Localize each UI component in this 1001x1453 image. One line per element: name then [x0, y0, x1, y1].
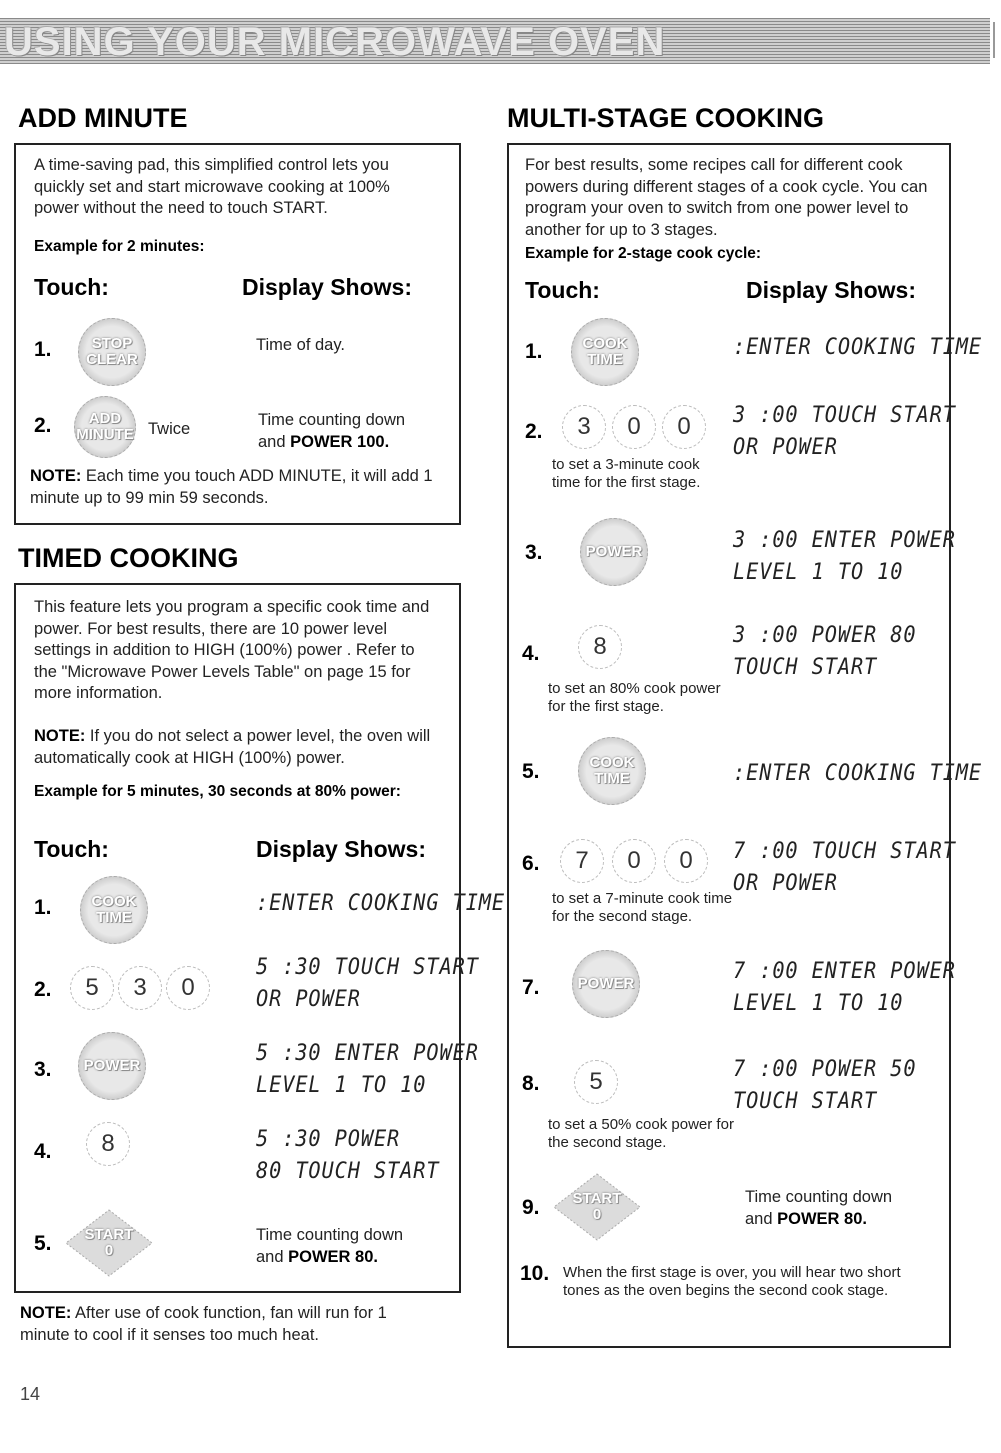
pad-label: TIME — [96, 909, 132, 926]
number-key-icon: 8 — [578, 625, 622, 669]
lcd-line: OR POWER — [256, 987, 361, 1012]
number-key-icon: 3 — [118, 966, 162, 1010]
power-pad-icon — [580, 518, 648, 586]
multi-touch-header: Touch: — [525, 277, 600, 303]
lcd-line: LEVEL 1 TO 10 — [733, 560, 904, 585]
add-minute-note: NOTE: Each time you touch ADD MINUTE, it will add 1 minute up to 99 min 59 seconds. — [30, 467, 433, 507]
lcd-display — [256, 1124, 439, 1188]
step-number: 5. — [34, 1232, 52, 1255]
lcd-line: 3 :00 TOUCH START — [733, 403, 956, 428]
number-key-icon: 0 — [612, 839, 656, 883]
pad-label: 0 — [592, 1206, 602, 1223]
lcd-line: 7 :00 ENTER POWER — [733, 959, 956, 984]
lcd-line: LEVEL 1 TO 10 — [733, 991, 904, 1016]
add-minute-display-header: Display Shows: — [242, 274, 412, 300]
multi-display-header: Display Shows: — [746, 277, 916, 303]
fan-note: NOTE: After use of cook function, fan will run for 1 minute to cool if it senses too much heat. — [20, 1304, 387, 1344]
step-number: 2. — [34, 414, 52, 437]
pad-label: TIME — [594, 770, 630, 787]
step-note: to set a 50% cook power for the second stage. — [548, 1116, 734, 1151]
lcd-line: OR POWER — [733, 435, 838, 460]
pad-label: POWER — [585, 543, 643, 560]
step-number: 2. — [34, 978, 52, 1001]
pad-label: STOP — [91, 335, 133, 352]
lcd-line: 7 :00 POWER 50 — [733, 1057, 917, 1082]
pad-label: CLEAR — [86, 351, 138, 368]
lcd-line: OR POWER — [733, 871, 838, 896]
lcd-line: 5 :30 TOUCH START — [256, 955, 479, 980]
step-number: 3. — [525, 541, 543, 564]
display-text — [745, 1186, 892, 1230]
add-minute-heading: ADD MINUTE — [18, 103, 188, 133]
display-line: and POWER 80. — [745, 1210, 867, 1228]
step-number: 5. — [522, 760, 540, 783]
page-number: 14 — [20, 1384, 41, 1404]
lcd-line: LEVEL 1 TO 10 — [256, 1073, 427, 1098]
step-number: 2. — [525, 420, 543, 443]
lcd-line: 3 :00 ENTER POWER — [733, 528, 956, 553]
step-number: 1. — [34, 896, 52, 919]
banner-edge — [993, 22, 995, 58]
power-pad-icon — [78, 1032, 146, 1100]
pad-label: 0 — [104, 1242, 114, 1259]
timed-note: NOTE: If you do not select a power level, the oven will automatically cook at HIGH (100%) power. — [34, 727, 431, 767]
lcd-display — [733, 620, 916, 684]
cook-time-pad-icon — [80, 876, 148, 944]
lcd-display: :ENTER COOKING TIME — [256, 891, 506, 916]
timed-display-header: Display Shows: — [256, 836, 426, 862]
lcd-display — [733, 1054, 916, 1118]
lcd-display — [733, 836, 956, 900]
lcd-display — [733, 400, 956, 464]
display-line: Time counting down — [258, 411, 406, 429]
pad-label: POWER — [577, 975, 635, 992]
multi-stage-heading: MULTI-STAGE COOKING — [507, 103, 824, 133]
pad-label: START — [572, 1190, 622, 1207]
lcd-line: 7 :00 TOUCH START — [733, 839, 956, 864]
display-text: Time of day. — [256, 336, 345, 354]
cook-time-pad-icon — [578, 737, 646, 805]
lcd-line: TOUCH START — [733, 655, 878, 680]
display-line: and POWER 100. — [258, 433, 390, 451]
pad-label: ADD — [88, 410, 122, 427]
lcd-display — [733, 956, 956, 1020]
add-minute-touch-header: Touch: — [34, 274, 109, 300]
pad-label: COOK — [91, 893, 137, 910]
timed-intro: This feature lets you program a specific cook time and power. For best results, there are 10 power level settings in addition to HIGH (100%) power . Refer to the "Microwave Power Levels Table" on page 15 for more information. — [34, 598, 430, 702]
start-pad-icon — [64, 1208, 154, 1278]
number-key-icon: 3 — [562, 405, 606, 449]
step-number: 7. — [522, 976, 540, 999]
lcd-line: 3 :00 POWER 80 — [733, 623, 917, 648]
cook-time-pad-icon — [571, 318, 639, 386]
display-line: Time counting down — [256, 1226, 404, 1244]
lcd-display: :ENTER COOKING TIME — [733, 761, 983, 786]
step-number: 3. — [34, 1058, 52, 1081]
step-note: to set an 80% cook power for the first stage. — [548, 680, 721, 715]
multi-example: Example for 2-stage cook cycle: — [525, 245, 762, 262]
step-number: 9. — [522, 1196, 540, 1219]
number-key-icon: 5 — [574, 1060, 618, 1104]
step-number: 10. — [520, 1262, 550, 1285]
section-banner — [0, 18, 990, 64]
lcd-display: :ENTER COOKING TIME — [733, 335, 983, 360]
lcd-line: 80 TOUCH START — [256, 1159, 440, 1184]
step-number: 6. — [522, 852, 540, 875]
step-number: 1. — [525, 340, 543, 363]
multi-stage-box — [507, 143, 951, 1348]
lcd-line: 5 :30 ENTER POWER — [256, 1041, 479, 1066]
display-text — [256, 1224, 403, 1268]
multi-intro: For best results, some recipes call for different cook powers during different stages of a cook cycle. You can program your oven to switch from one power level to another for up to 3 stages. — [525, 156, 928, 239]
lcd-display — [256, 1038, 479, 1102]
stop-clear-pad-icon — [78, 318, 146, 386]
display-text — [258, 409, 405, 453]
banner-title: USING YOUR MICROWAVE OVEN — [4, 20, 666, 64]
power-pad-icon — [572, 950, 640, 1018]
pad-label: TIME — [587, 351, 623, 368]
step-number: 4. — [522, 642, 540, 665]
step-note: to set a 7-minute cook time for the second stage. — [552, 890, 733, 925]
display-line: Time counting down — [745, 1188, 893, 1206]
timed-cooking-heading: TIMED COOKING — [18, 543, 239, 573]
step-number: 8. — [522, 1072, 540, 1095]
step-note: When the first stage is over, you will hear two short tones as the oven begins the second cook stage. — [563, 1264, 901, 1299]
add-minute-intro: A time-saving pad, this simplified control lets you quickly set and start microwave cooking at 100% power without the need to touch START. — [34, 156, 390, 217]
step-note: to set a 3-minute cook time for the first stage. — [552, 456, 701, 491]
pad-label: POWER — [83, 1057, 141, 1074]
timed-touch-header: Touch: — [34, 836, 109, 862]
number-key-icon: 7 — [560, 839, 604, 883]
timed-example: Example for 5 minutes, 30 seconds at 80% power: — [34, 783, 401, 800]
number-key-icon: 0 — [664, 839, 708, 883]
lcd-display — [733, 525, 956, 589]
number-key-icon: 0 — [612, 405, 656, 449]
lcd-line: 5 :30 POWER — [256, 1127, 401, 1152]
pad-label: COOK — [582, 335, 628, 352]
pad-label: COOK — [589, 754, 635, 771]
pad-label: MINUTE — [76, 426, 134, 443]
pad-label: START — [84, 1226, 134, 1243]
number-key-icon: 0 — [166, 966, 210, 1010]
number-key-icon: 0 — [662, 405, 706, 449]
add-minute-example: Example for 2 minutes: — [34, 238, 205, 255]
lcd-line: TOUCH START — [733, 1089, 878, 1114]
step-number: 4. — [34, 1140, 52, 1163]
number-key-icon: 5 — [70, 966, 114, 1010]
start-pad-icon — [552, 1172, 642, 1242]
lcd-display — [256, 952, 479, 1016]
number-key-icon: 8 — [86, 1122, 130, 1166]
display-line: and POWER 80. — [256, 1248, 378, 1266]
twice-label: Twice — [148, 420, 191, 438]
add-minute-pad-icon — [74, 396, 136, 458]
step-number: 1. — [34, 338, 52, 361]
